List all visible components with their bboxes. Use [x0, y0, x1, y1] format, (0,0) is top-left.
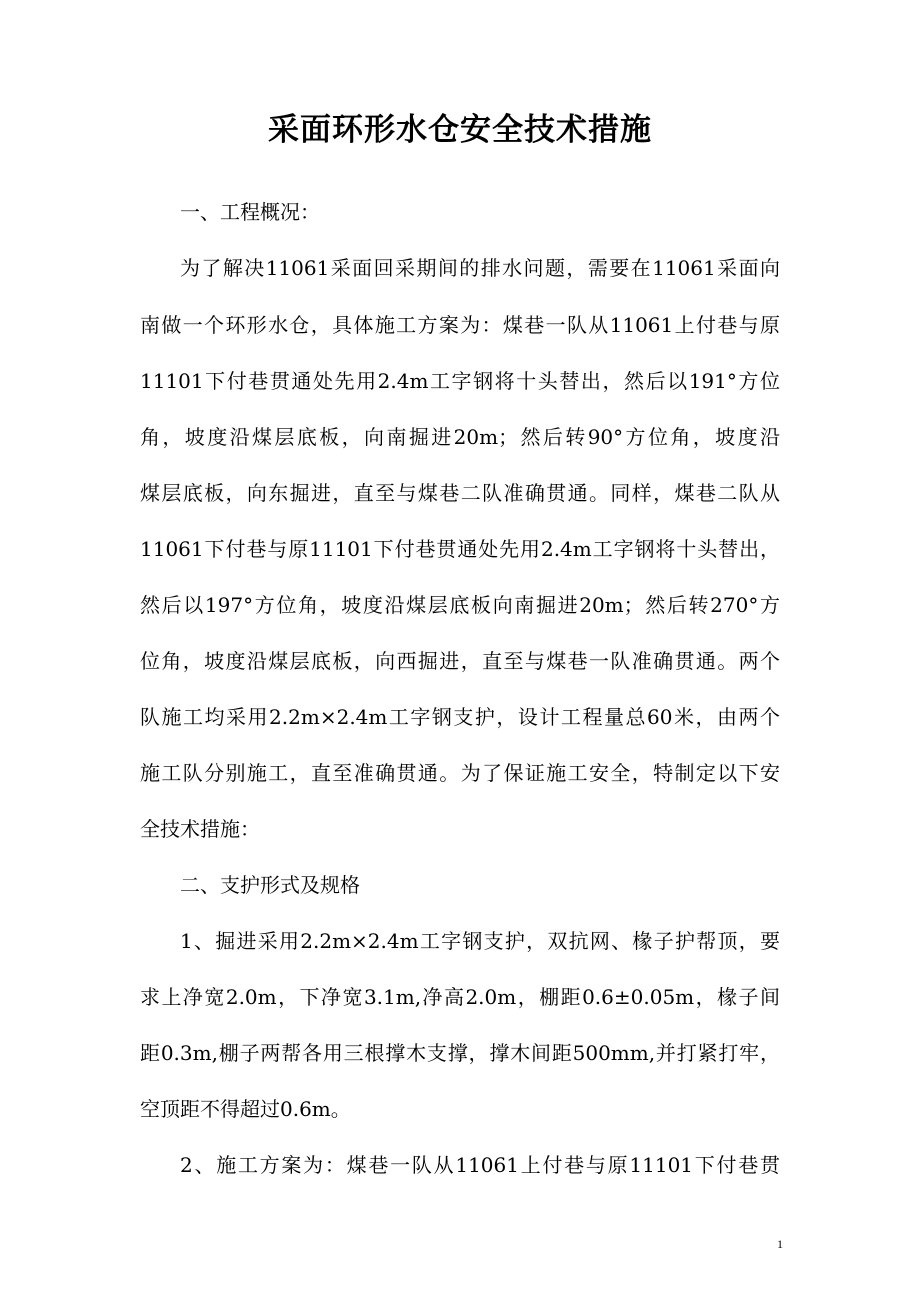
body-line: 为了解决11061采面回采期间的排水问题，需要在11061采面向	[180, 256, 780, 280]
body-line: 南做一个环形水仓，具体施工方案为：煤巷一队从11061上付巷与原	[140, 313, 780, 337]
body-line: 距0.3m,棚子两帮各用三根撑木支撑，撑木间距500mm,并打紧打牢，	[140, 1041, 780, 1065]
body-line: 队施工均采用2.2m×2.4m工字钢支护，设计工程量总60米，由两个	[140, 705, 780, 729]
body-line: 求上净宽2.0m，下净宽3.1m,净高2.0m，棚距0.6±0.05m，椽子间	[140, 985, 780, 1009]
page-number: 1	[777, 1237, 783, 1251]
section-heading-support: 二、支护形式及规格	[180, 873, 360, 897]
body-line: 1、掘进采用2.2m×2.4m工字钢支护，双抗网、椽子护帮顶，要	[180, 929, 780, 953]
document-title: 采面环形水仓安全技术措施	[268, 112, 652, 148]
body-line: 11101下付巷贯通处先用2.4m工字钢将十头替出，然后以191°方位	[140, 369, 780, 393]
body-line: 施工队分别施工，直至准确贯通。为了保证施工安全，特制定以下安	[140, 761, 780, 785]
body-line: 然后以197°方位角，坡度沿煤层底板向南掘进20m；然后转270°方	[140, 593, 780, 617]
body-line: 全技术措施：	[140, 817, 260, 841]
body-line: 角，坡度沿煤层底板，向南掘进20m；然后转90°方位角，坡度沿	[140, 425, 780, 449]
body-line: 煤层底板，向东掘进，直至与煤巷二队准确贯通。同样，煤巷二队从	[140, 481, 780, 505]
section-heading-overview: 一、工程概况：	[180, 200, 320, 224]
body-line: 空顶距不得超过0.6m。	[140, 1097, 351, 1121]
body-line: 2、施工方案为：煤巷一队从11061上付巷与原11101下付巷贯	[180, 1153, 780, 1177]
body-line: 11061下付巷与原11101下付巷贯通处先用2.4m工字钢将十头替出，	[140, 537, 780, 561]
body-line: 位角，坡度沿煤层底板，向西掘进，直至与煤巷一队准确贯通。两个	[140, 649, 780, 673]
